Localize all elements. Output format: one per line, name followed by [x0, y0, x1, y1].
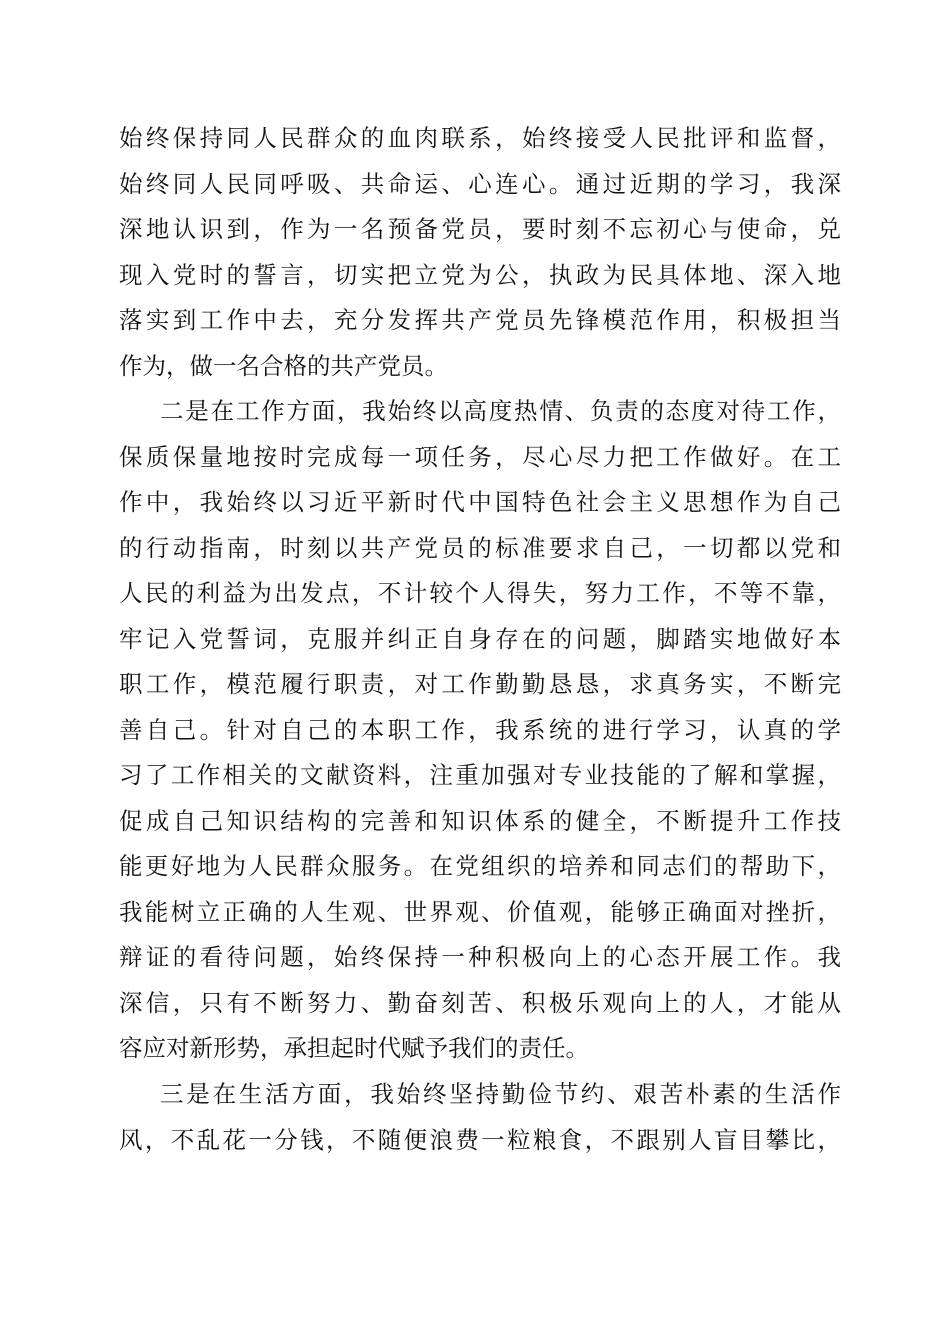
- text-line: 习了工作相关的文献资料，注重加强对专业技能的了解和掌握，: [119, 761, 841, 789]
- text-line: 深信，只有不断努力、勤奋刻苦、积极乐观向上的人，才能从: [119, 988, 841, 1017]
- text-line: 落实到工作中去，充分发挥共产党员先锋模范作用，积极担当: [119, 306, 841, 334]
- text-line: 牢记入党誓词，克服并纠正自身存在的问题，脚踏实地做好本: [119, 624, 841, 653]
- text-line: 始终同人民同呼吸、共命运、心连心。通过近期的学习，我深: [119, 169, 841, 198]
- paragraph-life-aspect: [119, 1072, 841, 1163]
- text-line-first: 三是在生活方面，我始终坚持勤俭节约、艰苦朴素的生活作: [160, 1080, 841, 1108]
- text-line: 保质保量地按时完成每一项任务，尽心尽力把工作做好。在工: [119, 442, 841, 471]
- paragraph-party-member-commitment: [119, 116, 841, 389]
- text-line: 作中，我始终以习近平新时代中国特色社会主义思想作为自己: [119, 488, 841, 516]
- paragraph-work-aspect: [119, 389, 841, 1072]
- text-line: 我能树立正确的人生观、世界观、价值观，能够正确面对挫折，: [119, 897, 841, 926]
- text-line: 的行动指南，时刻以共产党员的标准要求自己，一切都以党和: [119, 533, 841, 562]
- text-line: 容应对新形势，承担起时代赋予我们的责任。: [119, 1034, 589, 1062]
- text-line: 职工作，模范履行职责，对工作勤勤恳恳，求真务实，不断完: [119, 670, 841, 698]
- text-line: 始终保持同人民群众的血肉联系，始终接受人民批评和监督，: [119, 124, 841, 152]
- text-line: 辩证的看待问题，始终保持一种积极向上的心态开展工作。我: [119, 943, 841, 971]
- text-line: 风，不乱花一分钱，不随便浪费一粒粮食，不跟别人盲目攀比，: [119, 1125, 841, 1154]
- text-line: 促成自己知识结构的完善和知识体系的健全，不断提升工作技: [119, 806, 841, 835]
- text-line: 善自己。针对自己的本职工作，我系统的进行学习，认真的学: [119, 715, 841, 744]
- text-line: 作为，做一名合格的共产党员。: [119, 351, 448, 380]
- text-line: 人民的利益为出发点，不计较个人得失，努力工作，不等不靠，: [119, 579, 841, 607]
- text-line-first: 二是在工作方面，我始终以高度热情、负责的态度对待工作，: [160, 397, 841, 425]
- text-line: 能更好地为人民群众服务。在党组织的培养和同志们的帮助下，: [119, 852, 841, 880]
- text-line: 现入党时的誓言，切实把立党为公，执政为民具体地、深入地: [119, 260, 841, 289]
- text-line: 深地认识到，作为一名预备党员，要时刻不忘初心与使命，兑: [119, 215, 841, 243]
